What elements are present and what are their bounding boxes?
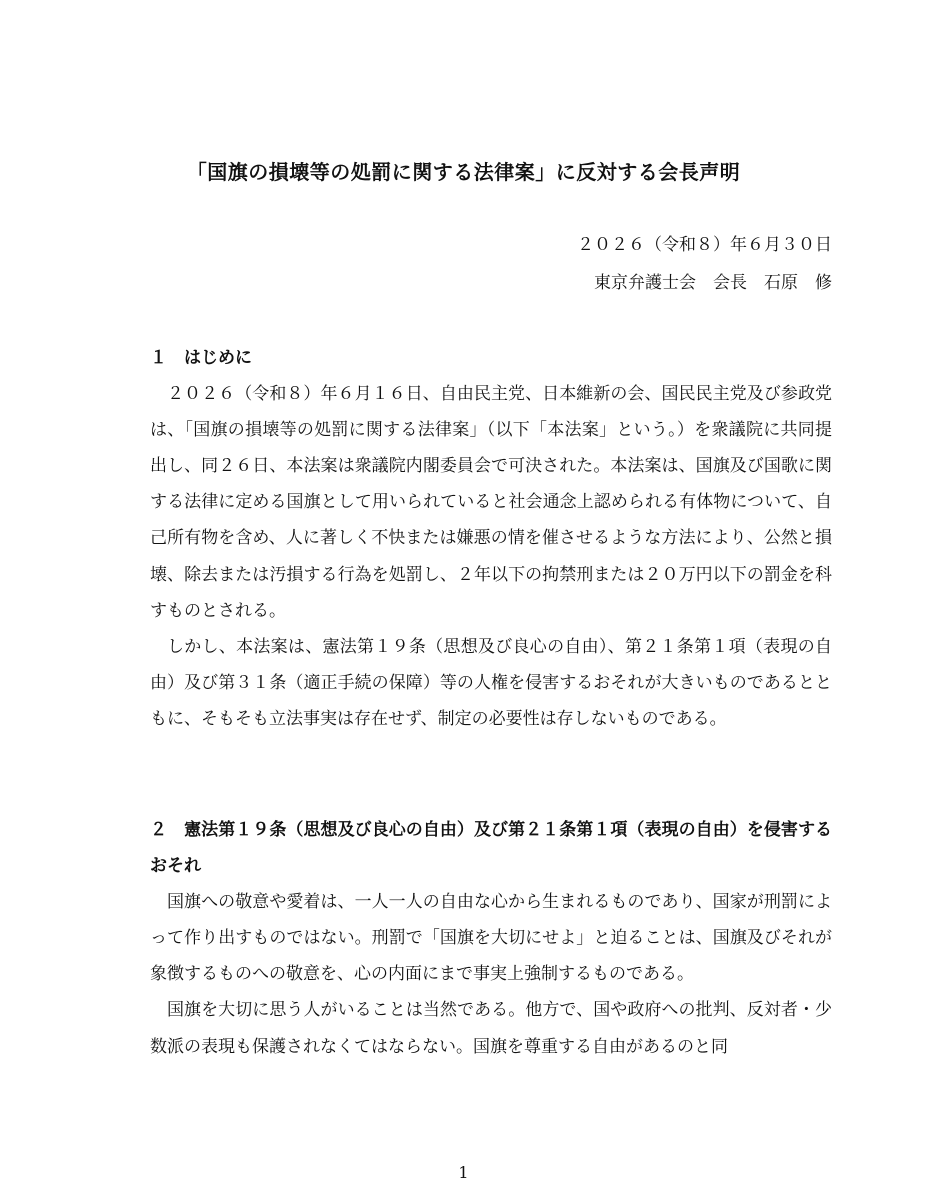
section-heading: ２ 憲法第１９条（思想及び良心の自由）及び第２１条第１項（表現の自由）を侵害するおそれ <box>150 820 832 877</box>
section-constitutional-concerns <box>150 812 832 1065</box>
paragraph: ２０２６（令和８）年６月１６日、自由民主党、日本維新の会、国民民主党及び参政党は、「国旗の損壊等の処罰に関する法律案」（以下「本法案」という。）を衆議院に共同提出し、同２６日、本法案は衆議院内閣委員会で可決された。本法案は、国旗及び国歌に関する法律に定める国旗として用いられていると社会通念上認められる有体物について、自己所有物を含め、人に著しく不快または嫌悪の情を催させるような方法により、公然と損壊、除去または汚損する行為を処罰し、２年以下の拘禁刑または２０万円以下の罰金を科すものとされる。 <box>150 384 832 621</box>
section-heading: １ はじめに <box>150 348 252 368</box>
paragraph: 国旗を大切に思う人がいることは当然である。他方で、国や政府への批判、反対者・少数派の表現も保護されなくてはならない。国旗を尊重する自由があるのと同 <box>150 1000 832 1057</box>
document-title: 「国旗の損壊等の処罰に関する法律案」に反対する会長声明 <box>186 160 741 184</box>
paragraph: しかし、本法案は、憲法第１９条（思想及び良心の自由）、第２１条第１項（表現の自由）及び第３１条（適正手続の保障）等の人権を侵害するおそれが大きいものであるとともに、そもそも立法事実は存在せず、制定の必要性は存しないものである。 <box>150 636 832 729</box>
paragraph: 国旗への敬意や愛着は、一人一人の自由な心から生まれるものであり、国家が刑罰によって作り出すものではない。刑罰で「国旗を大切にせよ」と迫ることは、国旗及びそれが象徴するものへの敬意を、心の内面にまで事実上強制するものである。 <box>150 892 832 985</box>
section-introduction <box>150 340 832 737</box>
document-author: 東京弁護士会 会長 石原 修 <box>594 273 832 293</box>
document-date: ２０２６（令和８）年６月３０日 <box>577 235 832 255</box>
page-number: 1 <box>458 1163 469 1182</box>
